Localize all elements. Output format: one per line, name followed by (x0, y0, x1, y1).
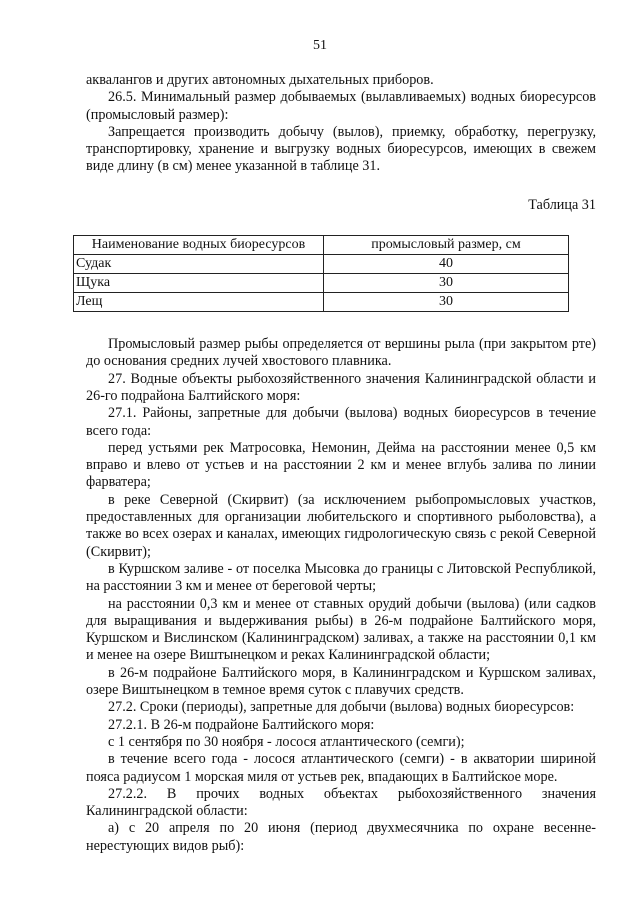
paragraph: в течение всего года - лосося атлантического (семги) - в акватории шириной пояса радиусом 1 морская миля от устьев рек, впадающих в Балтийское море. (86, 751, 596, 785)
page-number: 51 (313, 38, 327, 53)
table-cell-species: Лещ (74, 293, 324, 312)
table-header-size: промысловый размер, см (324, 236, 569, 255)
paragraph: Промысловый размер рыбы определяется от вершины рыла (при закрытом рте) до основания средних лучей хвостового плавника. (86, 336, 596, 370)
table-cell-size: 30 (324, 293, 569, 312)
table-caption: Таблица 31 (528, 196, 596, 213)
paragraph: в 26-м подрайоне Балтийского моря, в Калининградском и Куршском заливах, озере Виштынецком в темное время суток с плавучих средств. (86, 664, 596, 699)
fish-size-table (73, 235, 569, 312)
paragraph: аквалангов и других автономных дыхательных приборов. (86, 72, 434, 88)
paragraph: в реке Северной (Скирвит) (за исключением рыбопромысловых участков, предоставленных для организации любительского и спортивного рыболовства), а также во всех озерах и каналах, имеющих гидрологическую связь с рекой Северной (Скирвит); (86, 491, 596, 560)
paragraph: 27.2. Сроки (периоды), запретные для добычи (вылова) водных биоресурсов: (108, 699, 575, 716)
table-header-row (74, 236, 569, 255)
table-row (74, 274, 569, 293)
paragraph: 26.5. Минимальный размер добываемых (вылавливаемых) водных биоресурсов (промысловый размер): (86, 89, 596, 123)
paragraph: Запрещается производить добычу (вылов), приемку, обработку, перегрузку, транспортировку, хранение и выгрузку водных биоресурсов, имеющих в свежем виде длину (в см) менее указанной в таблице 31. (86, 123, 596, 175)
table-header-name: Наименование водных биоресурсов (74, 236, 324, 255)
table-cell-species: Судак (74, 255, 324, 274)
paragraph: на расстоянии 0,3 км и менее от ставных орудий добычи (вылова) (или садков для выращивания и выдерживания рыбы) в 26-м подрайоне Балтийского моря, Куршском и Вислинском (Калининградском) заливах, а также на расстоянии 0,1 км и менее на озере Виштынецком и реках Калининградской области; (86, 595, 596, 664)
paragraph: с 1 сентября по 30 ноября - лосося атлантического (семги); (108, 733, 465, 750)
table-cell-size: 30 (324, 274, 569, 293)
paragraph: в Куршском заливе - от поселка Мысовка до границы с Литовской Республикой, на расстоянии 3 км и менее от береговой черты; (86, 560, 596, 595)
paragraph: перед устьями рек Матросовка, Немонин, Дейма на расстоянии менее 0,5 км вправо и влево от устьев и на расстоянии 2 км и менее вглубь залива по линии фарватера; (86, 439, 596, 491)
paragraph: 27.1. Районы, запретные для добычи (вылова) водных биоресурсов в течение всего года: (86, 405, 596, 439)
table-cell-species: Щука (74, 274, 324, 293)
table-row (74, 293, 569, 312)
paragraph: 27. Водные объекты рыбохозяйственного значения Калининградской области и 26-го подрайона Балтийского моря: (86, 370, 596, 404)
paragraph: 27.2.1. В 26-м подрайоне Балтийского моря: (108, 716, 375, 733)
document-body (76, 72, 596, 855)
table-cell-size: 40 (324, 255, 569, 274)
paragraph: 27.2.2. В прочих водных объектах рыбохозяйственного значения Калининградской области: (86, 785, 596, 820)
paragraph: а) с 20 апреля по 20 июня (период двухмесячника по охране весенне-нерестующих видов рыб): (86, 820, 596, 854)
table-row (74, 255, 569, 274)
